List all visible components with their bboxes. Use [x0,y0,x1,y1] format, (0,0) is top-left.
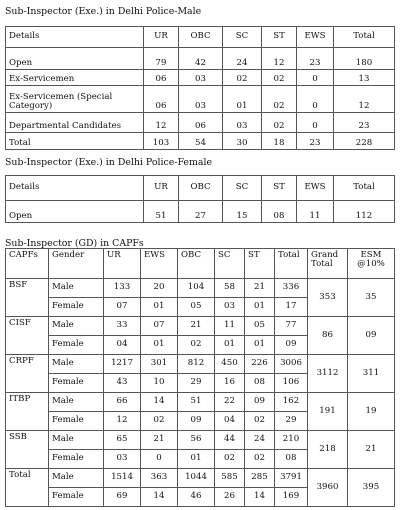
table-cell: 336 [275,279,308,298]
gender-label: Male [49,279,104,298]
table-cell: 03 [179,86,223,113]
table-cell: 65 [104,431,141,450]
table-cell: 42 [179,48,223,70]
table-cell: 79 [144,48,179,70]
table-row [6,393,395,412]
row-open-label: Open [6,201,144,223]
table-cell: 10 [141,374,178,393]
header-st: ST [245,249,275,279]
table-cell: 51 [144,201,179,223]
table-cell: 05 [178,298,215,317]
table-cell: 03 [223,113,262,133]
table-row [6,201,395,223]
table-si-capfs [5,248,395,507]
table-cell: 02 [262,113,297,133]
table-cell: 450 [215,355,245,374]
table-cell: 02 [245,412,275,431]
table-cell: 02 [215,450,245,469]
header-total: Total [275,249,308,279]
capf-name: ITBP [6,393,49,431]
table-cell: 46 [178,488,215,507]
table-row [6,113,395,133]
table-cell: 08 [245,374,275,393]
gender-label: Female [49,412,104,431]
table-cell: 169 [275,488,308,507]
table-row [6,133,395,150]
table-cell: 23 [334,113,395,133]
table-cell: 66 [104,393,141,412]
capf-name: SSB [6,431,49,469]
header-esm: ESM @10% [348,249,395,279]
table-header-row [6,249,395,279]
table-cell: 210 [275,431,308,450]
table-cell: 02 [262,70,297,86]
table-cell: 02 [141,412,178,431]
header-st: ST [262,27,297,48]
table-cell: 3006 [275,355,308,374]
table-cell: 812 [178,355,215,374]
header-st: ST [262,176,297,201]
esm-cell: 35 [348,279,395,317]
row-total-label: Total [6,133,144,150]
table-cell: 12 [144,113,179,133]
table-cell: 11 [215,317,245,336]
table-cell: 29 [275,412,308,431]
table-cell: 51 [178,393,215,412]
table-cell: 17 [275,298,308,317]
table-cell: 285 [245,469,275,488]
table-cell: 0 [297,70,334,86]
header-obc: OBC [179,176,223,201]
table-cell: 3791 [275,469,308,488]
row-departmental-label: Departmental Candidates [6,113,144,133]
table-row [6,469,395,488]
table-cell: 01 [141,298,178,317]
header-obc: OBC [178,249,215,279]
table-cell: 01 [141,336,178,355]
table-cell: 04 [215,412,245,431]
table-cell: 02 [245,450,275,469]
header-total: Total [334,176,395,201]
header-ur: UR [144,176,179,201]
table-cell: 21 [245,279,275,298]
gender-label: Male [49,317,104,336]
table-header-row [6,27,395,48]
grand-total-cell: 191 [308,393,348,431]
row-open-label: Open [6,48,144,70]
grand-total-cell: 3112 [308,355,348,393]
table-cell: 12 [104,412,141,431]
table-cell: 03 [104,450,141,469]
gender-label: Female [49,488,104,507]
header-ur: UR [144,27,179,48]
table-cell: 30 [223,133,262,150]
header-sc: SC [223,176,262,201]
table-cell: 22 [215,393,245,412]
gender-label: Female [49,336,104,355]
grand-total-cell: 3960 [308,469,348,507]
section-title-si-delhi-female: Sub-Inspector (Exe.) in Delhi Police-Female [5,157,213,168]
table-cell: 14 [141,393,178,412]
table-cell: 112 [334,201,395,223]
table-cell: 0 [297,86,334,113]
table-header-row [6,176,395,201]
table-cell: 43 [104,374,141,393]
header-sc: SC [215,249,245,279]
table-cell: 162 [275,393,308,412]
table-cell: 01 [178,450,215,469]
grand-total-cell: 218 [308,431,348,469]
table-row [6,279,395,298]
row-ex-servicemen-label: Ex-Servicemen [6,70,144,86]
table-cell: 05 [245,317,275,336]
table-cell: 07 [104,298,141,317]
table-cell: 1514 [104,469,141,488]
table-cell: 24 [245,431,275,450]
table-cell: 21 [141,431,178,450]
table-cell: 01 [245,298,275,317]
header-capfs: CAPFs [6,249,49,279]
gender-label: Male [49,469,104,488]
table-cell: 04 [104,336,141,355]
esm-cell: 19 [348,393,395,431]
table-row [6,70,395,86]
table-cell: 09 [275,336,308,355]
section-title-si-capfs: Sub-Inspector (GD) in CAPFs [5,238,144,249]
header-details: Details [6,27,144,48]
table-cell: 23 [297,133,334,150]
header-sc: SC [223,27,262,48]
table-cell: 29 [178,374,215,393]
table-row [6,355,395,374]
table-cell: 54 [179,133,223,150]
table-cell: 26 [215,488,245,507]
gender-label: Female [49,450,104,469]
table-cell: 133 [104,279,141,298]
table-cell: 14 [141,488,178,507]
table-cell: 15 [223,201,262,223]
capf-name: CISF [6,317,49,355]
header-ews: EWS [141,249,178,279]
capf-name: CRPF [6,355,49,393]
table-cell: 301 [141,355,178,374]
table-cell: 01 [223,86,262,113]
table-cell: 14 [245,488,275,507]
gender-label: Female [49,298,104,317]
table-cell: 1044 [178,469,215,488]
header-obc: OBC [179,27,223,48]
table-cell: 104 [178,279,215,298]
table-cell: 11 [297,201,334,223]
table-cell: 16 [215,374,245,393]
table-cell: 02 [262,86,297,113]
header-total: Total [334,27,395,48]
table-cell: 09 [178,412,215,431]
header-grand-total: Grand Total [308,249,348,279]
table-cell: 103 [144,133,179,150]
table-cell: 23 [297,48,334,70]
table-cell: 02 [178,336,215,355]
gender-label: Male [49,355,104,374]
table-cell: 58 [215,279,245,298]
table-cell: 08 [262,201,297,223]
table-cell: 12 [262,48,297,70]
header-gender: Gender [49,249,104,279]
table-row [6,86,395,113]
section-title-si-delhi-male: Sub-Inspector (Exe.) in Delhi Police-Male [5,6,202,17]
table-cell: 0 [141,450,178,469]
row-ex-servicemen-special-label: Ex-Servicemen (Special Category) [6,86,144,113]
table-cell: 585 [215,469,245,488]
table-cell: 24 [223,48,262,70]
table-si-delhi-male [5,26,395,150]
esm-cell: 395 [348,469,395,507]
header-ur: UR [104,249,141,279]
grand-total-cell: 353 [308,279,348,317]
table-cell: 03 [179,70,223,86]
table-cell: 02 [223,70,262,86]
table-cell: 08 [275,450,308,469]
table-cell: 18 [262,133,297,150]
header-ews: EWS [297,176,334,201]
table-cell: 09 [245,393,275,412]
table-cell: 56 [178,431,215,450]
capf-name: Total [6,469,49,507]
table-cell: 07 [141,317,178,336]
table-row [6,317,395,336]
table-cell: 27 [179,201,223,223]
gender-label: Male [49,431,104,450]
table-cell: 180 [334,48,395,70]
grand-total-cell: 86 [308,317,348,355]
table-si-delhi-female [5,175,395,223]
table-cell: 20 [141,279,178,298]
table-cell: 01 [215,336,245,355]
table-cell: 06 [179,113,223,133]
table-cell: 226 [245,355,275,374]
table-cell: 33 [104,317,141,336]
table-cell: 01 [245,336,275,355]
table-cell: 44 [215,431,245,450]
header-ews: EWS [297,27,334,48]
esm-cell: 21 [348,431,395,469]
capf-name: BSF [6,279,49,317]
table-cell: 77 [275,317,308,336]
table-cell: 12 [334,86,395,113]
header-details: Details [6,176,144,201]
table-cell: 69 [104,488,141,507]
table-cell: 06 [144,86,179,113]
table-cell: 1217 [104,355,141,374]
table-row [6,431,395,450]
gender-label: Female [49,374,104,393]
table-cell: 13 [334,70,395,86]
table-cell: 228 [334,133,395,150]
table-cell: 106 [275,374,308,393]
table-row [6,48,395,70]
esm-cell: 311 [348,355,395,393]
esm-cell: 09 [348,317,395,355]
table-cell: 363 [141,469,178,488]
table-cell: 03 [215,298,245,317]
gender-label: Male [49,393,104,412]
table-cell: 0 [297,113,334,133]
table-cell: 06 [144,70,179,86]
table-cell: 21 [178,317,215,336]
